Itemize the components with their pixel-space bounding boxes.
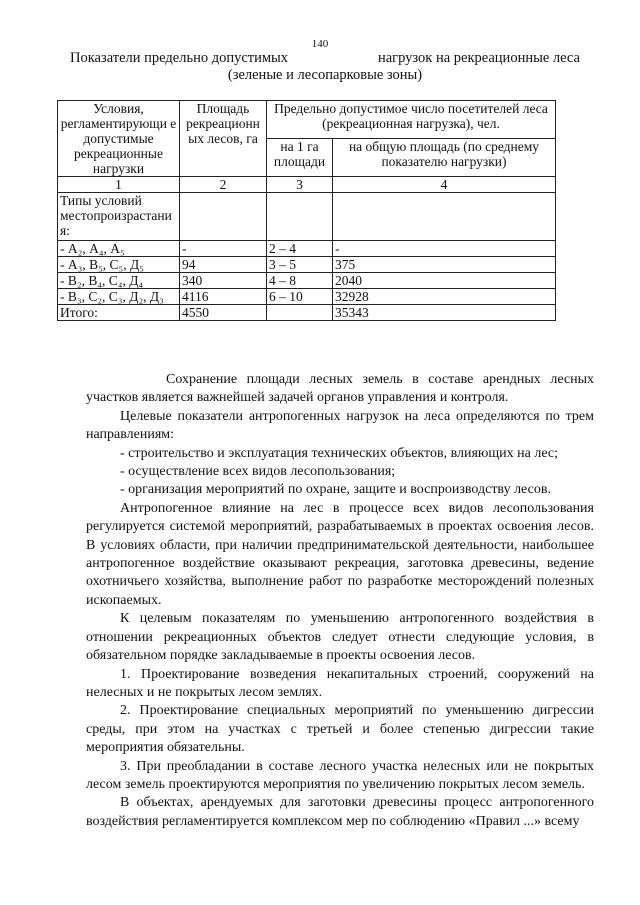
table-row	[58, 257, 556, 273]
cell-total	[333, 193, 556, 241]
cell-total: 375	[333, 257, 556, 273]
title-line1-right: нагрузок на рекреационные леса	[377, 50, 580, 66]
cell-condition: Типы условий местопроизрастани я:	[58, 193, 180, 241]
cell-condition: - В₂, В₄, С₄, Д₄	[58, 273, 180, 289]
cell-area: 4550	[180, 305, 267, 321]
paragraph: К целевым показателям по уменьшению антропогенного воздействия в отношении рекреационных объектов следует отнести следующие условия, в обязательном порядке закладываемые в проекты освоения лесов.	[86, 611, 594, 664]
paragraph: В объектах, арендуемых для заготовки древесины процесс антропогенного воздействия регламентируется комплексом мер по соблюдению «Правил ...» всему	[86, 795, 594, 829]
cell-total: -	[333, 241, 556, 257]
table-row	[58, 241, 556, 257]
header-total-area: на общую площадь (по среднему показателю нагрузки)	[333, 139, 556, 177]
title-line-2: (зеленые и лесопарковые зоны)	[227, 67, 423, 83]
header-area: Площадь рекреационн ых лесов, га	[180, 101, 267, 177]
cell-area	[180, 193, 267, 241]
table-column-numbers	[58, 177, 556, 193]
column-number: 3	[267, 177, 333, 193]
cell-condition: Итого:	[58, 305, 180, 321]
cell-condition: - А₂, А₄, А₅	[58, 241, 180, 257]
paragraph: Сохранение площади лесных земель в составе арендных лесных участков является важнейшей задачей органов управления и контроля.	[86, 372, 594, 406]
body-text	[86, 371, 594, 831]
table-row	[58, 193, 556, 241]
list-item: - строительство и эксплуатация технических объектов, влияющих на лес;	[120, 445, 559, 461]
list-item: - организация мероприятий по охране, защите и воспроизводству лесов.	[120, 482, 551, 498]
cell-area: 340	[180, 273, 267, 289]
column-number: 2	[180, 177, 267, 193]
column-number: 1	[58, 177, 180, 193]
paragraph: 3. При преобладании в составе лесного участка нелесных или не покрытых лесом земель проектируются мероприятия по увеличению покрытых лесом земель.	[86, 758, 594, 792]
header-conditions: Условия, регламентирующи е допустимые рекреационные нагрузки	[58, 101, 180, 177]
table-row	[58, 289, 556, 305]
cell-total: 35343	[333, 305, 556, 321]
cell-area: -	[180, 241, 267, 257]
title-line-1	[70, 50, 580, 67]
page-number: 140	[311, 38, 329, 50]
recreational-load-table	[57, 100, 556, 321]
list-item: - осуществление всех видов лесопользования;	[120, 464, 396, 480]
paragraph: 1. Проектирование возведения некапитальных строений, сооружений на нелесных и не покрытых лесом землях.	[86, 666, 594, 700]
table-row	[58, 273, 556, 289]
cell-condition: - В₃, С₂, С₃, Д₂, Д₃	[58, 289, 180, 305]
cell-total: 32928	[333, 289, 556, 305]
cell-per-ha	[267, 193, 333, 241]
paragraph: Антропогенное влияние на лес в процессе всех видов лесопользования регулируется системой мероприятий, разрабатываемых в проектах освоения лесов. В условиях области, при наличии предпринимательской деятельности, наибольшее антропогенное воздействие оказывают рекреация, заготовка древесины, ведение охотничьего хозяйства, выполнение работ по разработке месторождений полезных ископаемых.	[86, 500, 594, 608]
cell-per-ha	[267, 305, 333, 321]
column-number: 4	[333, 177, 556, 193]
table-title	[70, 50, 580, 84]
table-total-row	[58, 305, 556, 321]
table-header-row	[58, 101, 556, 139]
header-max-visitors: Предельно допустимое число посетителей леса (рекреационная нагрузка), чел.	[267, 101, 556, 139]
cell-per-ha: 4 – 8	[267, 273, 333, 289]
cell-area: 94	[180, 257, 267, 273]
title-line1-left: Показатели предельно допустимых	[70, 50, 289, 66]
cell-per-ha: 3 – 5	[267, 257, 333, 273]
cell-condition: - А₃, В₅, С₅, Д₅	[58, 257, 180, 273]
header-per-ha: на 1 га площади	[267, 139, 333, 177]
cell-area: 4116	[180, 289, 267, 305]
cell-per-ha: 6 – 10	[267, 289, 333, 305]
paragraph: 2. Проектирование специальных мероприятий по уменьшению дигрессии среды, при этом на участках с третьей и более степенью дигрессии такие мероприятия обязательны.	[86, 703, 594, 756]
paragraph: Целевые показатели антропогенных нагрузок на леса определяются по трем направлениям:	[86, 408, 594, 443]
cell-total: 2040	[333, 273, 556, 289]
cell-per-ha: 2 – 4	[267, 241, 333, 257]
